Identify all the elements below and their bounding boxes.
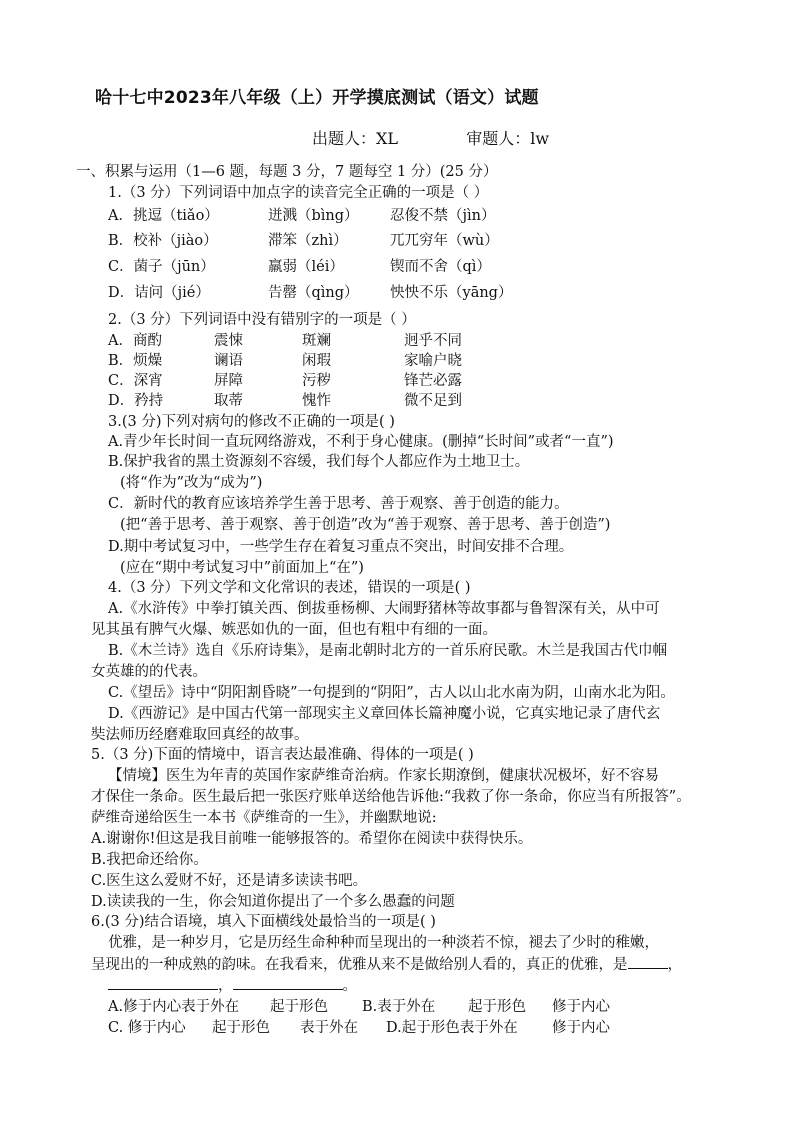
q6-passage-2: 呈现出的一种成熟的韵味。在我看来，优雅从来不是做给别人看的，真正的优雅，是 ， [91,954,682,975]
q4-stem: 4.（3 分）下列文学和文化常识的表述，错误的一项是( ) [108,580,471,596]
answer-blank-2[interactable] [108,975,218,990]
q4-option-c: C.《望岳》诗中“阴阳割昏晓”一句提到的“阴阳”，古人以山北水南为阴，山南水北为阳。 [108,685,675,701]
q6-b-2: 起于形色 [468,999,526,1015]
q6-a-2: 起于形色 [270,999,328,1015]
q6-stem: 6.(3 分)结合语境，填入下面横线处最恰当的一项是( ) [91,914,436,930]
q4-option-a: A.《水浒传》中拳打镇关西、倒拔垂杨柳、大闹野猪林等故事都与鲁智深有关，从中可 [108,601,660,617]
q2-d-3: 愧怍 [302,393,331,409]
q5-option-b: B.我把命还给你。 [91,852,208,868]
q1-d-3: 怏怏不乐（yāng） [390,285,513,301]
q2-c-1: C．深宵 [108,373,163,389]
q3-option-d-fix: (应在“期中考试复习中”前面加上“在”) [120,560,364,576]
q2-a-2: 震悚 [214,333,243,349]
q1-b-3: 兀兀穷年（wù） [390,233,499,249]
section-heading: 一、积累与运用（1—6 题，每题 3 分，7 题每空 1 分）(25 分） [76,164,498,180]
q1-c-3: 锲而不舍（qì） [390,259,491,275]
q5-context-3: 萨维奇递给医生一本书《萨维奇的一生》，并幽默地说: [91,810,437,826]
q6-passage-end: 。 [342,978,357,994]
author-line [312,129,549,149]
q2-a-1: A．商酌 [108,333,162,349]
answer-blank-3[interactable] [233,975,343,990]
q6-c-3: 表于外在 [300,1020,358,1036]
q2-a-4: 迥乎不同 [404,333,462,349]
q5-option-a: A.谢谢你!但这是我目前唯一能够报答的。希望你在阅读中获得快乐。 [91,831,533,847]
q2-stem: 2.（3 分）下列词语中没有错别字的一项是（ ） [108,312,416,328]
q3-option-a: A.青少年长时间一直玩网络游戏，不利于身心健康。(删掉“长时间”或者“一直”) [108,434,614,450]
q6-c-1: C. 修于内心 [108,1020,186,1036]
q1-b-2: 滞笨（zhì） [268,233,348,249]
q3-option-c: C．新时代的教育应该培养学生善于思考、善于观察、善于创造的能力。 [108,496,569,512]
q2-b-2: 谰语 [214,353,243,369]
q6-a-1: A.修于内心表于外在 [108,999,240,1015]
q6-passage-1: 优雅，是一种岁月，它是历经生命种种而呈现出的一种淡若不惊，褪去了少时的稚嫩， [108,935,659,951]
q1-a-2: 迸溅（bìng） [268,208,359,224]
q2-c-2: 屏障 [214,373,243,389]
q3-stem: 3.(3 分)下列对病句的修改不正确的一项是( ) [108,414,395,430]
q1-c-1: C．菌子（jūn） [108,259,215,275]
q4-option-b: B.《木兰诗》选自《乐府诗集》，是南北朝时北方的一首乐府民歌。木兰是我国古代巾帼 [108,643,668,659]
q5-stem: 5.（3 分)下面的情境中，语言表达最准确、得体的一项是( ) [91,747,474,763]
q4-option-d-cont: 奘法师历经磨难取回真经的故事。 [91,727,309,743]
q2-d-4: 微不足到 [404,393,462,409]
q1-b-1: B．校补（jiào） [108,233,218,249]
q6-b-1: B.表于外在 [362,999,436,1015]
q6-d-2: 修于内心 [552,1020,610,1036]
q1-d-1: D．诘问（jié） [108,285,210,301]
q3-option-d: D.期中考试复习中，一些学生存在着复习重点不突出，时间安排不合理。 [108,539,574,555]
q6-c-2: 起于形色 [212,1020,270,1036]
q2-d-1: D．矜持 [108,393,164,409]
q2-b-1: B．烦燥 [108,353,163,369]
q5-option-d: D.读读我的一生，你会知道你提出了一个多么愚蠢的问题 [91,894,455,910]
q2-a-3: 斑斓 [302,333,331,349]
q2-c-3: 污秽 [302,373,331,389]
q4-option-d: D.《西游记》是中国古代第一部现实主义章回体长篇神魔小说，它真实地记录了唐代玄 [108,706,661,722]
q5-context-2: 才保住一条命。医生最后把一张医疗账单送给他告诉他:“我救了你一条命，你应当有所报答”。 [91,789,691,805]
q6-passage-3: ， 。 [108,975,357,996]
q6-passage-2-text: 呈现出的一种成熟的韵味。在我看来，优雅从来不是做给别人看的，真正的优雅，是 [91,957,628,973]
q1-d-2: 告罄（qìng） [268,285,359,301]
q3-option-c-fix: (把“善于思考、善于观察、善于创造”改为“善于观察、善于思考、善于创造”) [120,517,611,533]
q3-option-b: B.保护我省的黑土资源刻不容缓，我们每个人都应作为土地卫士。 [108,454,530,470]
reviewer: 审题人：lw [466,129,550,148]
q6-d-1: D.起于形色表于外在 [386,1020,518,1036]
q2-d-2: 取蒂 [214,393,243,409]
q5-context-1: 【情境】医生为年青的英国作家萨维奇治病。作家长期潦倒，健康状况极坏，好不容易 [108,768,659,784]
q4-option-a-cont: 见其虽有脾气火爆、嫉恶如仇的一面，但也有粗中有细的一面。 [91,622,497,638]
q2-b-4: 家喻户晓 [404,353,462,369]
setter: 出题人：XL [312,129,399,148]
q1-a-1: A．挑逗（tiǎo） [108,208,219,224]
q2-b-3: 闲瑕 [302,353,331,369]
q2-c-4: 锋芒必露 [404,373,462,389]
q1-a-3: 忍俊不禁（jìn） [390,208,496,224]
q3-option-b-fix: (将“作为”改为“成为”) [120,475,263,491]
q4-option-b-cont: 女英雄的的代表。 [91,664,207,680]
q1-c-2: 羸弱（léi） [268,259,344,275]
q1-stem: 1.（3 分）下列词语中加点字的读音完全正确的一项是（ ） [108,185,489,201]
q5-option-c: C.医生这么爱财不好，还是请多读读书吧。 [91,873,368,889]
q6-b-3: 修于内心 [552,999,610,1015]
answer-blank-1[interactable] [628,954,668,969]
exam-title: 哈十七中2023年八年级（上）开学摸底测试（语文）试题 [95,88,539,108]
